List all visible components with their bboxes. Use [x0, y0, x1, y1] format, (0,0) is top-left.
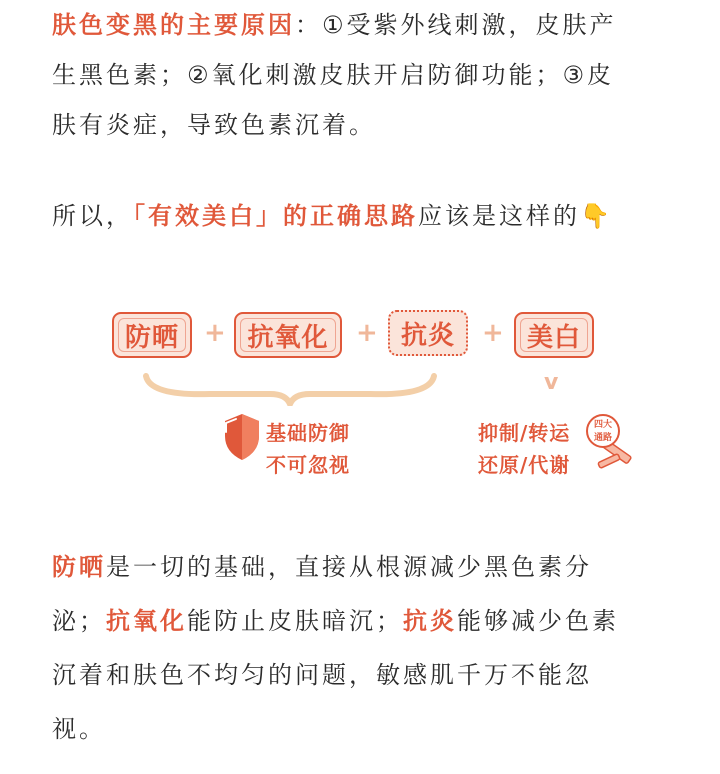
intro-line-2: 生黑色素；②氧化刺激皮肤开启防御功能；③皮 — [52, 61, 615, 89]
summary-line-2 — [52, 594, 682, 648]
summary-text-2b: 能防止皮肤暗沉； — [187, 607, 403, 635]
pill-sunscreen-label: 防晒 — [124, 322, 179, 353]
four-pathways-badge — [584, 412, 642, 472]
pill-antioxidant — [234, 312, 342, 358]
summary-text-2a: 泌； — [52, 607, 106, 635]
summary-line-1 — [52, 540, 682, 594]
summary-text-1: 是一切的基础，直接从根源减少黑色素分 — [106, 553, 592, 581]
intro-line-3: 肤有炎症，导致色素沉着。 — [52, 111, 376, 139]
approach-highlight: 「有效美白」的正确思路 — [133, 202, 418, 230]
term-sunscreen: 防晒 — [52, 553, 106, 581]
approach-prefix: 所以， — [52, 202, 133, 230]
summary-paragraph — [52, 540, 682, 756]
pill-anti-inflammatory-label: 抗炎 — [400, 320, 455, 351]
plus-icon: + — [204, 318, 226, 348]
chevron-down-icon: v — [544, 370, 559, 395]
approach-suffix: 应该是这样的 — [418, 202, 580, 230]
intro-line-1 — [52, 0, 682, 50]
pill-whitening-label: 美白 — [526, 322, 581, 353]
badge-line-2: 通路 — [593, 433, 612, 443]
badge-circle — [586, 414, 620, 448]
brace-icon — [140, 370, 440, 406]
pathway-label-1: 抑制/转运 — [478, 421, 571, 445]
plus-icon: + — [482, 318, 504, 348]
cause-heading: 肤色变黑的主要原因 — [52, 11, 295, 39]
summary-line-3: 沉着和肤色不均匀的问题，敏感肌千万不能忽 — [52, 661, 592, 689]
approach-line — [52, 191, 682, 241]
plus-icon: + — [356, 318, 378, 348]
pointing-down-icon: 👇 — [580, 202, 610, 230]
pill-anti-inflammatory — [388, 310, 468, 356]
pill-sunscreen — [112, 312, 192, 358]
shield-label-1: 基础防御 — [266, 421, 350, 445]
shield-label-2: 不可忽视 — [266, 453, 350, 477]
term-anti-inflammatory: 抗炎 — [403, 607, 457, 635]
intro-paragraph — [52, 0, 682, 150]
intro-text-1: ：①受紫外线刺激，皮肤产 — [295, 11, 617, 39]
pill-whitening — [514, 312, 594, 358]
pill-antioxidant-label: 抗氧化 — [247, 322, 329, 353]
summary-text-2c: 能够减少色素 — [457, 607, 619, 635]
shield-icon — [222, 412, 262, 462]
approach-paragraph — [52, 191, 682, 241]
pathway-label-2: 还原/代谢 — [478, 453, 571, 477]
summary-line-4: 视。 — [52, 715, 106, 743]
badge-line-1: 四大 — [593, 420, 612, 430]
term-antioxidant: 抗氧化 — [106, 607, 187, 635]
